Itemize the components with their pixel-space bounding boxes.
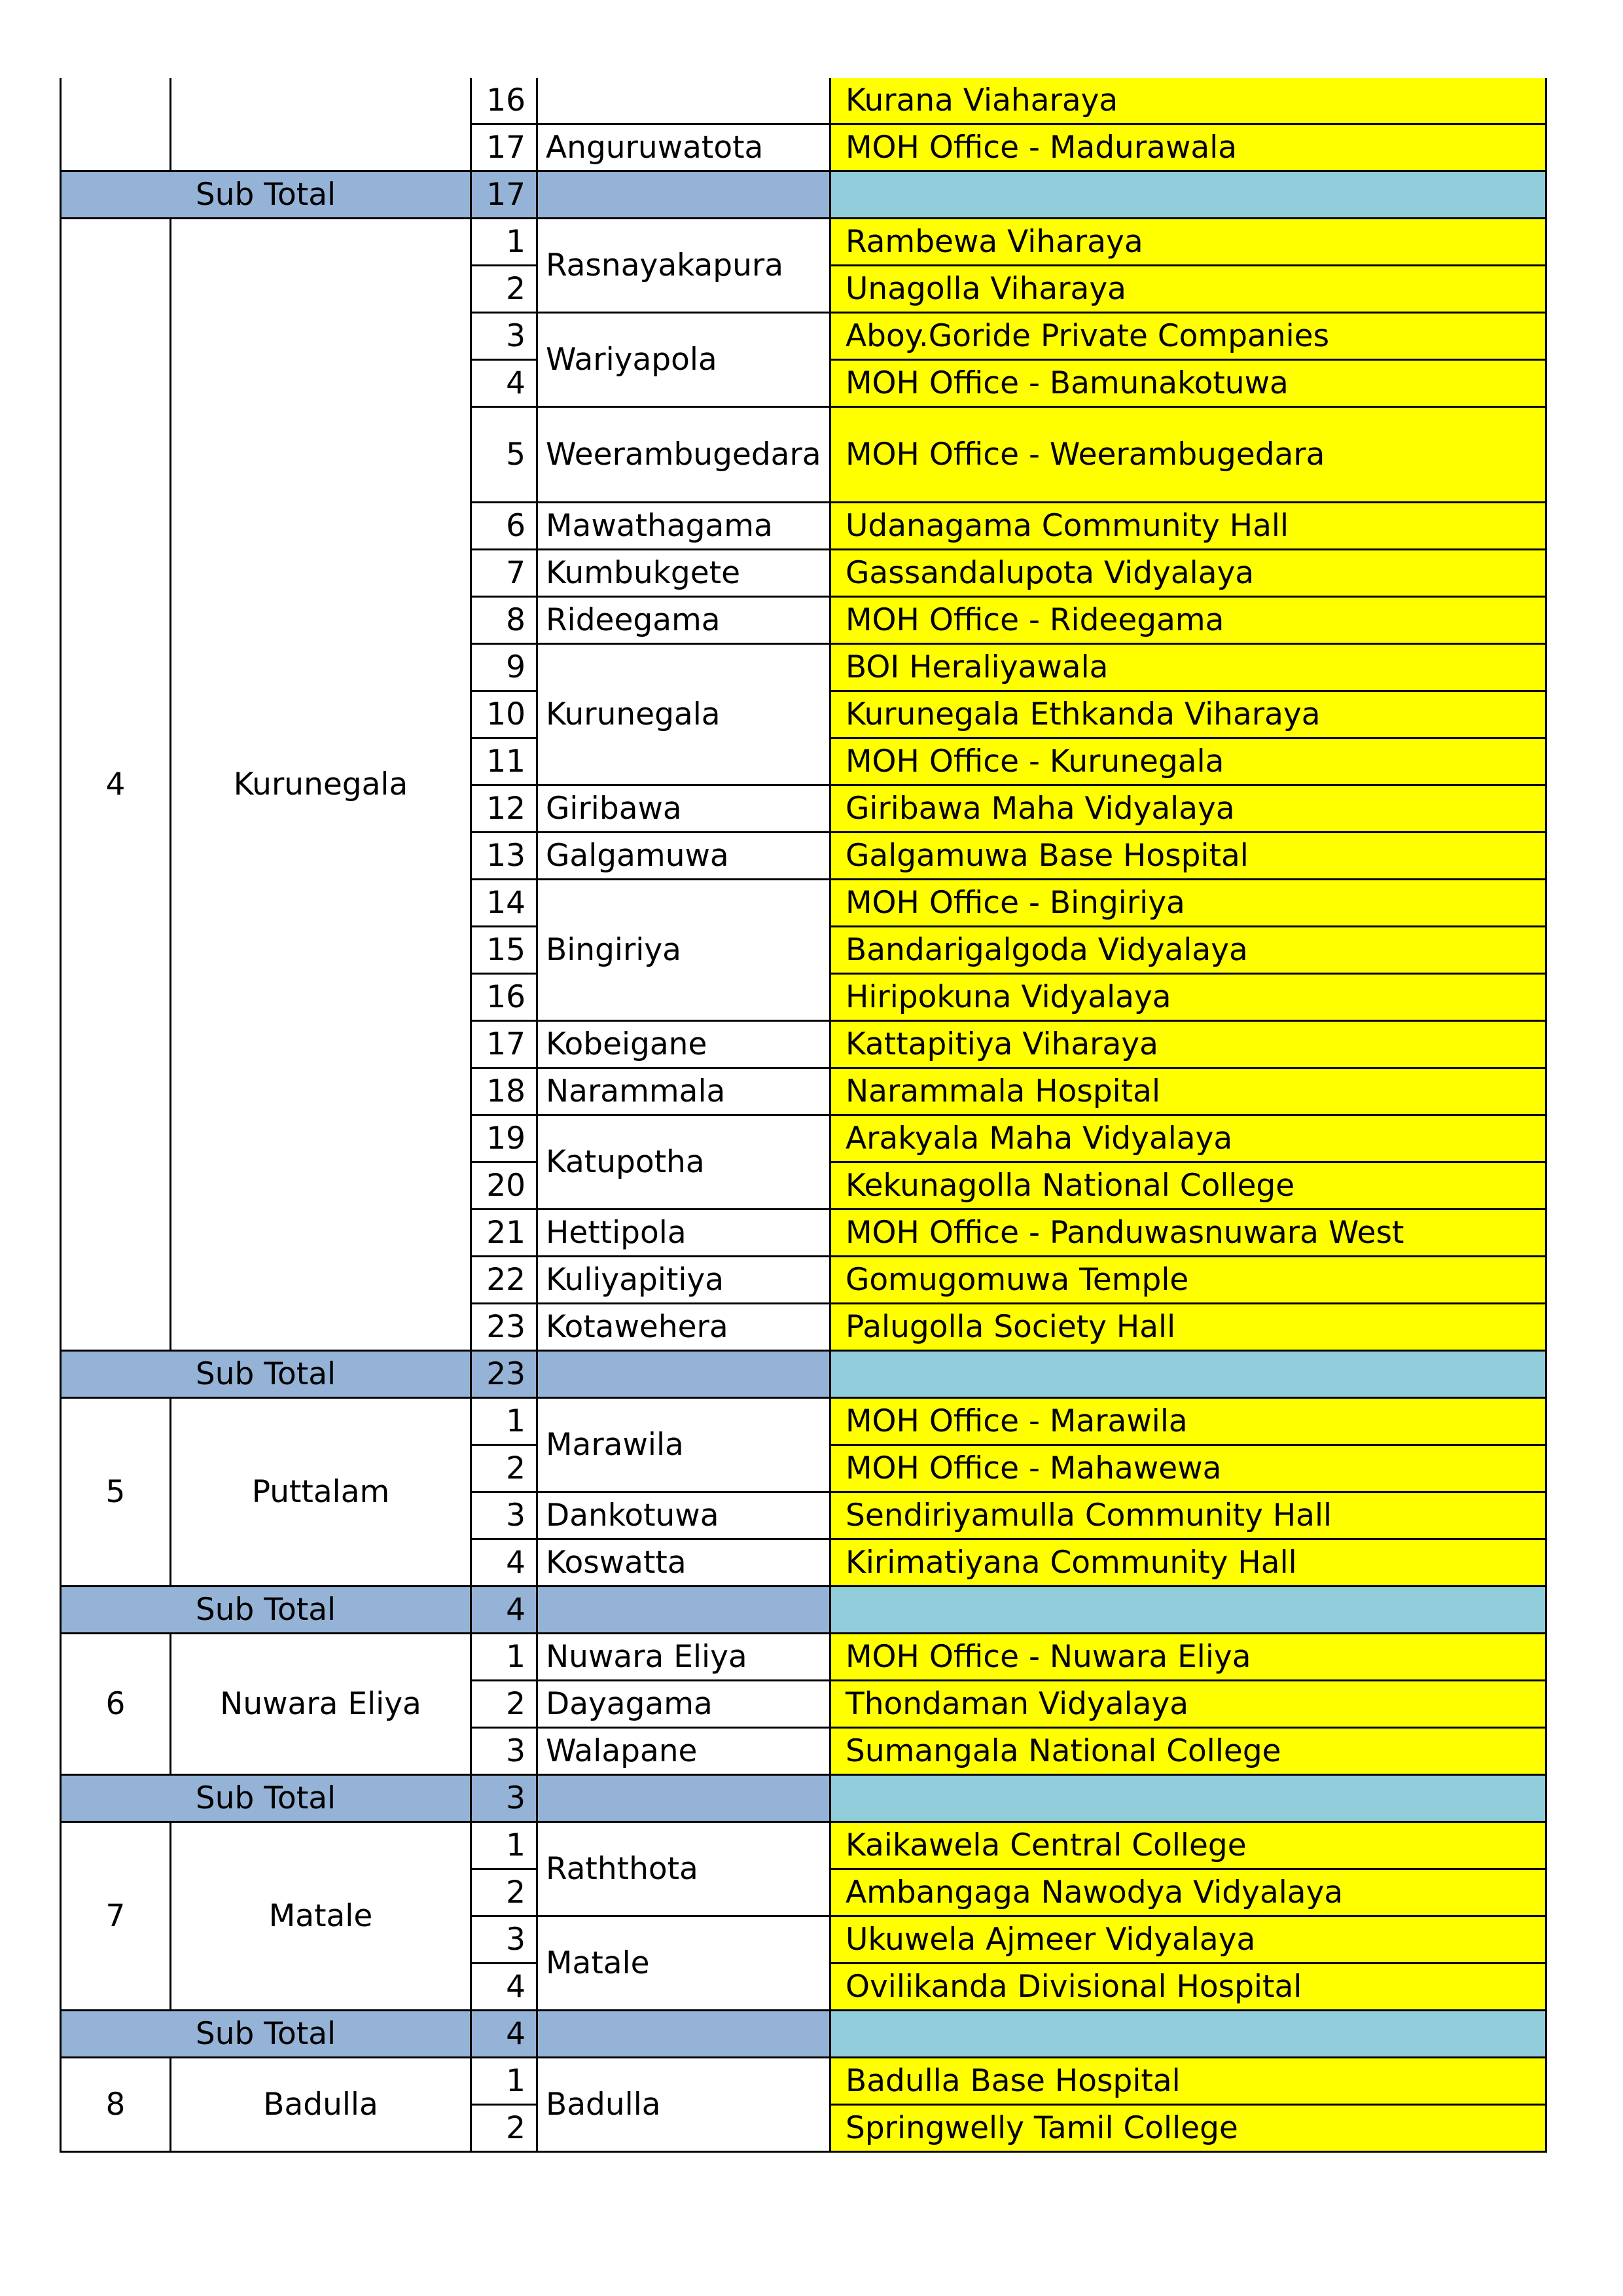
row-index: 10 [471, 691, 537, 738]
row-index: 1 [471, 219, 537, 266]
row-index: 2 [471, 1869, 537, 1916]
district-no-cell [61, 78, 171, 171]
location-cell: MOH Office - Kurunegala [830, 738, 1546, 785]
subtotal-row [61, 1587, 1546, 1634]
area-cell: Kotawehera [537, 1304, 830, 1351]
location-cell: Sumangala National College [830, 1728, 1546, 1775]
location-cell: MOH Office - Madurawala [830, 124, 1546, 171]
row-index: 2 [471, 1681, 537, 1728]
row-index: 4 [471, 1539, 537, 1587]
location-cell: Unagolla Viharaya [830, 266, 1546, 313]
row-index: 6 [471, 503, 537, 550]
row-index: 23 [471, 1304, 537, 1351]
row-index: 2 [471, 2105, 537, 2152]
district-no: 8 [61, 2058, 171, 2152]
subtotal-area-cell [537, 1775, 830, 1822]
row-index: 1 [471, 1822, 537, 1869]
location-cell: Kurunegala Ethkanda Viharaya [830, 691, 1546, 738]
area-cell: Badulla [537, 2058, 830, 2152]
location-cell: Gomugomuwa Temple [830, 1257, 1546, 1304]
area-cell: Narammala [537, 1068, 830, 1115]
location-cell: Giribawa Maha Vidyalaya [830, 785, 1546, 833]
district-name: Kurunegala [171, 219, 471, 1351]
row-index: 16 [471, 974, 537, 1021]
area-cell: Kobeigane [537, 1021, 830, 1068]
row-index: 22 [471, 1257, 537, 1304]
row-index: 3 [471, 1916, 537, 1964]
row-index: 3 [471, 313, 537, 360]
subtotal-row [61, 171, 1546, 219]
district-no: 6 [61, 1634, 171, 1775]
area-cell: Koswatta [537, 1539, 830, 1587]
row-index: 2 [471, 266, 537, 313]
area-cell: Marawila [537, 1398, 830, 1492]
table-row [61, 1634, 1546, 1681]
location-cell: Narammala Hospital [830, 1068, 1546, 1115]
row-index: 11 [471, 738, 537, 785]
area-cell: Matale [537, 1916, 830, 2011]
area-cell: Weerambugedara [537, 407, 830, 503]
area-cell: Dayagama [537, 1681, 830, 1728]
location-cell: Thondaman Vidyalaya [830, 1681, 1546, 1728]
table-row [61, 2058, 1546, 2105]
row-index: 21 [471, 1210, 537, 1257]
location-cell: Kattapitiya Viharaya [830, 1021, 1546, 1068]
table-row [61, 1822, 1546, 1869]
vaccination-center-table [60, 78, 1547, 2153]
subtotal-location-cell [830, 171, 1546, 219]
location-cell: MOH Office - Nuwara Eliya [830, 1634, 1546, 1681]
subtotal-label: Sub Total [61, 1587, 471, 1634]
district-no: 5 [61, 1398, 171, 1587]
district-no: 4 [61, 219, 171, 1351]
subtotal-row [61, 2011, 1546, 2058]
row-index: 3 [471, 1728, 537, 1775]
area-cell: Galgamuwa [537, 833, 830, 880]
location-cell: Galgamuwa Base Hospital [830, 833, 1546, 880]
area-cell: Kumbukgete [537, 550, 830, 597]
row-index: 12 [471, 785, 537, 833]
location-cell: Badulla Base Hospital [830, 2058, 1546, 2105]
row-index: 18 [471, 1068, 537, 1115]
row-index: 1 [471, 1634, 537, 1681]
area-cell: Kuliyapitiya [537, 1257, 830, 1304]
location-cell: Kaikawela Central College [830, 1822, 1546, 1869]
table-row [61, 1398, 1546, 1445]
subtotal-area-cell [537, 171, 830, 219]
subtotal-location-cell [830, 2011, 1546, 2058]
subtotal-row [61, 1775, 1546, 1822]
row-index: 5 [471, 407, 537, 503]
area-cell: Dankotuwa [537, 1492, 830, 1539]
subtotal-label: Sub Total [61, 1351, 471, 1398]
area-cell: Hettipola [537, 1210, 830, 1257]
area-cell: Nuwara Eliya [537, 1634, 830, 1681]
location-cell: BOI Heraliyawala [830, 644, 1546, 691]
location-cell: Springwelly Tamil College [830, 2105, 1546, 2152]
district-name-cell [171, 78, 471, 171]
location-cell: Sendiriyamulla Community Hall [830, 1492, 1546, 1539]
area-cell: Anguruwatota [537, 124, 830, 171]
area-cell: Kurunegala [537, 644, 830, 785]
row-index: 4 [471, 1964, 537, 2011]
district-name: Nuwara Eliya [171, 1634, 471, 1775]
subtotal-area-cell [537, 1351, 830, 1398]
area-cell: Raththota [537, 1822, 830, 1916]
location-cell: MOH Office - Rideegama [830, 597, 1546, 644]
location-cell: MOH Office - Mahawewa [830, 1445, 1546, 1492]
subtotal-location-cell [830, 1351, 1546, 1398]
area-cell: Rasnayakapura [537, 219, 830, 313]
location-cell: Gassandalupota Vidyalaya [830, 550, 1546, 597]
subtotal-location-cell [830, 1587, 1546, 1634]
row-index: 1 [471, 2058, 537, 2105]
district-name: Matale [171, 1822, 471, 2011]
location-cell: Kirimatiyana Community Hall [830, 1539, 1546, 1587]
row-index: 17 [471, 1021, 537, 1068]
area-cell: Katupotha [537, 1115, 830, 1210]
row-index: 8 [471, 597, 537, 644]
row-index: 17 [471, 124, 537, 171]
subtotal-area-cell [537, 2011, 830, 2058]
location-cell: MOH Office - Bamunakotuwa [830, 360, 1546, 407]
row-index: 19 [471, 1115, 537, 1162]
row-index: 2 [471, 1445, 537, 1492]
location-cell: Hiripokuna Vidyalaya [830, 974, 1546, 1021]
location-cell: Bandarigalgoda Vidyalaya [830, 927, 1546, 974]
location-cell: Ovilikanda Divisional Hospital [830, 1964, 1546, 2011]
table-row [61, 219, 1546, 266]
row-index: 3 [471, 1492, 537, 1539]
area-cell: Rideegama [537, 597, 830, 644]
location-cell: Ukuwela Ajmeer Vidyalaya [830, 1916, 1546, 1964]
location-cell: Arakyala Maha Vidyalaya [830, 1115, 1546, 1162]
subtotal-label: Sub Total [61, 171, 471, 219]
table-row [61, 78, 1546, 124]
location-cell: MOH Office - Weerambugedara [830, 407, 1546, 503]
location-cell: Rambewa Viharaya [830, 219, 1546, 266]
area-cell: Giribawa [537, 785, 830, 833]
location-cell: MOH Office - Marawila [830, 1398, 1546, 1445]
area-cell: Wariyapola [537, 313, 830, 407]
district-no: 7 [61, 1822, 171, 2011]
row-index: 4 [471, 360, 537, 407]
subtotal-count: 4 [471, 1587, 537, 1634]
area-cell [537, 78, 830, 124]
subtotal-count: 23 [471, 1351, 537, 1398]
subtotal-count: 4 [471, 2011, 537, 2058]
subtotal-row [61, 1351, 1546, 1398]
row-index: 20 [471, 1162, 537, 1210]
row-index: 7 [471, 550, 537, 597]
row-index: 14 [471, 880, 537, 927]
location-cell: Kekunagolla National College [830, 1162, 1546, 1210]
subtotal-label: Sub Total [61, 2011, 471, 2058]
location-cell: Kurana Viaharaya [830, 78, 1546, 124]
location-cell: Palugolla Society Hall [830, 1304, 1546, 1351]
subtotal-label: Sub Total [61, 1775, 471, 1822]
subtotal-count: 3 [471, 1775, 537, 1822]
location-cell: Aboy.Goride Private Companies [830, 313, 1546, 360]
area-cell: Bingiriya [537, 880, 830, 1021]
row-index: 13 [471, 833, 537, 880]
district-name: Puttalam [171, 1398, 471, 1587]
location-cell: Udanagama Community Hall [830, 503, 1546, 550]
location-cell: Ambangaga Nawodya Vidyalaya [830, 1869, 1546, 1916]
location-cell: MOH Office - Bingiriya [830, 880, 1546, 927]
subtotal-area-cell [537, 1587, 830, 1634]
row-index: 1 [471, 1398, 537, 1445]
row-index: 15 [471, 927, 537, 974]
district-name: Badulla [171, 2058, 471, 2152]
row-index: 9 [471, 644, 537, 691]
area-cell: Mawathagama [537, 503, 830, 550]
subtotal-location-cell [830, 1775, 1546, 1822]
area-cell: Walapane [537, 1728, 830, 1775]
subtotal-count: 17 [471, 171, 537, 219]
location-cell: MOH Office - Panduwasnuwara West [830, 1210, 1546, 1257]
row-index: 16 [471, 78, 537, 124]
